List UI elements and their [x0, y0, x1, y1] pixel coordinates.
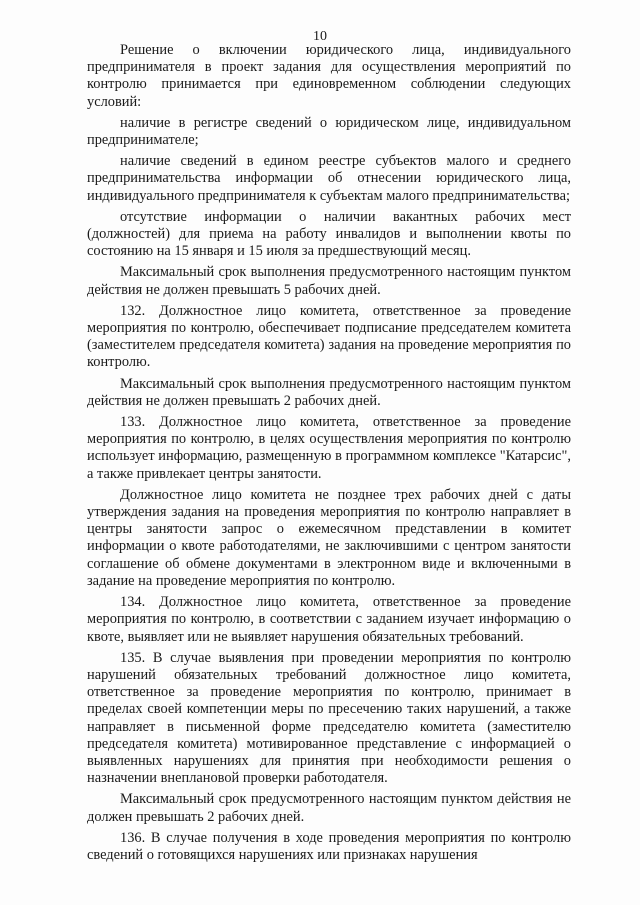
paragraph-condition-no-vacancy-info: отсутствие информации о наличии вакантных рабочих мест (должностей) для приема на работу инвалидов и выполнении квоты по состоянию на 15 января и 15 июля за предшествующий месяц. [87, 208, 571, 260]
document-body [87, 42, 571, 868]
paragraph-condition-registry: наличие в регистре сведений о юридическом лице, индивидуальном предпринимателе; [87, 114, 571, 149]
paragraph-item-132: 132. Должностное лицо комитета, ответственное за проведение мероприятия по контролю, обеспечивает подписание председателем комитета (заместителем председателя комитета) задания на проведение мероприятия по контролю. [87, 302, 571, 371]
paragraph-max-term-2-days-b: Максимальный срок предусмотренного настоящим пунктом действия не должен превышать 2 рабочих дней. [87, 791, 571, 825]
paragraph-item-136: 136. В случае получения в ходе проведения мероприятия по контролю сведений о готовящихся нарушениях или признаках нарушения [87, 829, 571, 863]
paragraph-max-term-2-days: Максимальный срок выполнения предусмотренного настоящим пунктом действия не должен превышать 2 рабочих дней. [87, 375, 571, 409]
paragraph-item-134: 134. Должностное лицо комитета, ответственное за проведение мероприятия по контролю, в соответствии с заданием изучает информацию о квоте, выявляет или не выявляет нарушения обязательных требований. [87, 594, 571, 645]
paragraph-employment-centers-request: Должностное лицо комитета не позднее трех рабочих дней с даты утверждения задания на проведения мероприятия по контролю направляет в центры занятости запрос о ежемесячном представлении в комитет информации о квоте работодателями, не заключившими с центром занятости соглашение об обмене документами в электронном виде и включенными в задание на проведение мероприятия по контролю. [87, 486, 571, 589]
page-number: 10 [313, 29, 327, 44]
paragraph-item-133: 133. Должностное лицо комитета, ответственное за проведение мероприятия по контролю, в целях осуществления мероприятия по контролю использует информацию, размещенную в программном комплексе "Катарсис", а также привлекает центры занятости. [87, 414, 571, 482]
paragraph-condition-sme-registry: наличие сведений в едином реестре субъектов малого и среднего предпринимательства информации об отнесении юридического лица, индивидуального предпринимателя к субъектам малого предпринимательства; [87, 153, 571, 204]
paragraph-decision-conditions: Решение о включении юридического лица, индивидуального предпринимателя в проект задания для осуществления мероприятий по контролю принимается при единовременном соблюдении следующих условий: [87, 42, 571, 110]
paragraph-max-term-5-days: Максимальный срок выполнения предусмотренного настоящим пунктом действия не должен превышать 5 рабочих дней. [87, 264, 571, 298]
paragraph-item-135: 135. В случае выявления при проведении мероприятия по контролю нарушений обязательных требований должностное лицо комитета, ответственное за проведение мероприятия по контролю, принимает в пределах своей компетенции меры по пресечению таких нарушений, а также направляет в письменной форме председателю комитета (заместителю председателя комитета) мотивированное представление с информацией о выявленных нарушениях для принятия при необходимости решения о назначении внеплановой проверки работодателя. [87, 649, 571, 787]
